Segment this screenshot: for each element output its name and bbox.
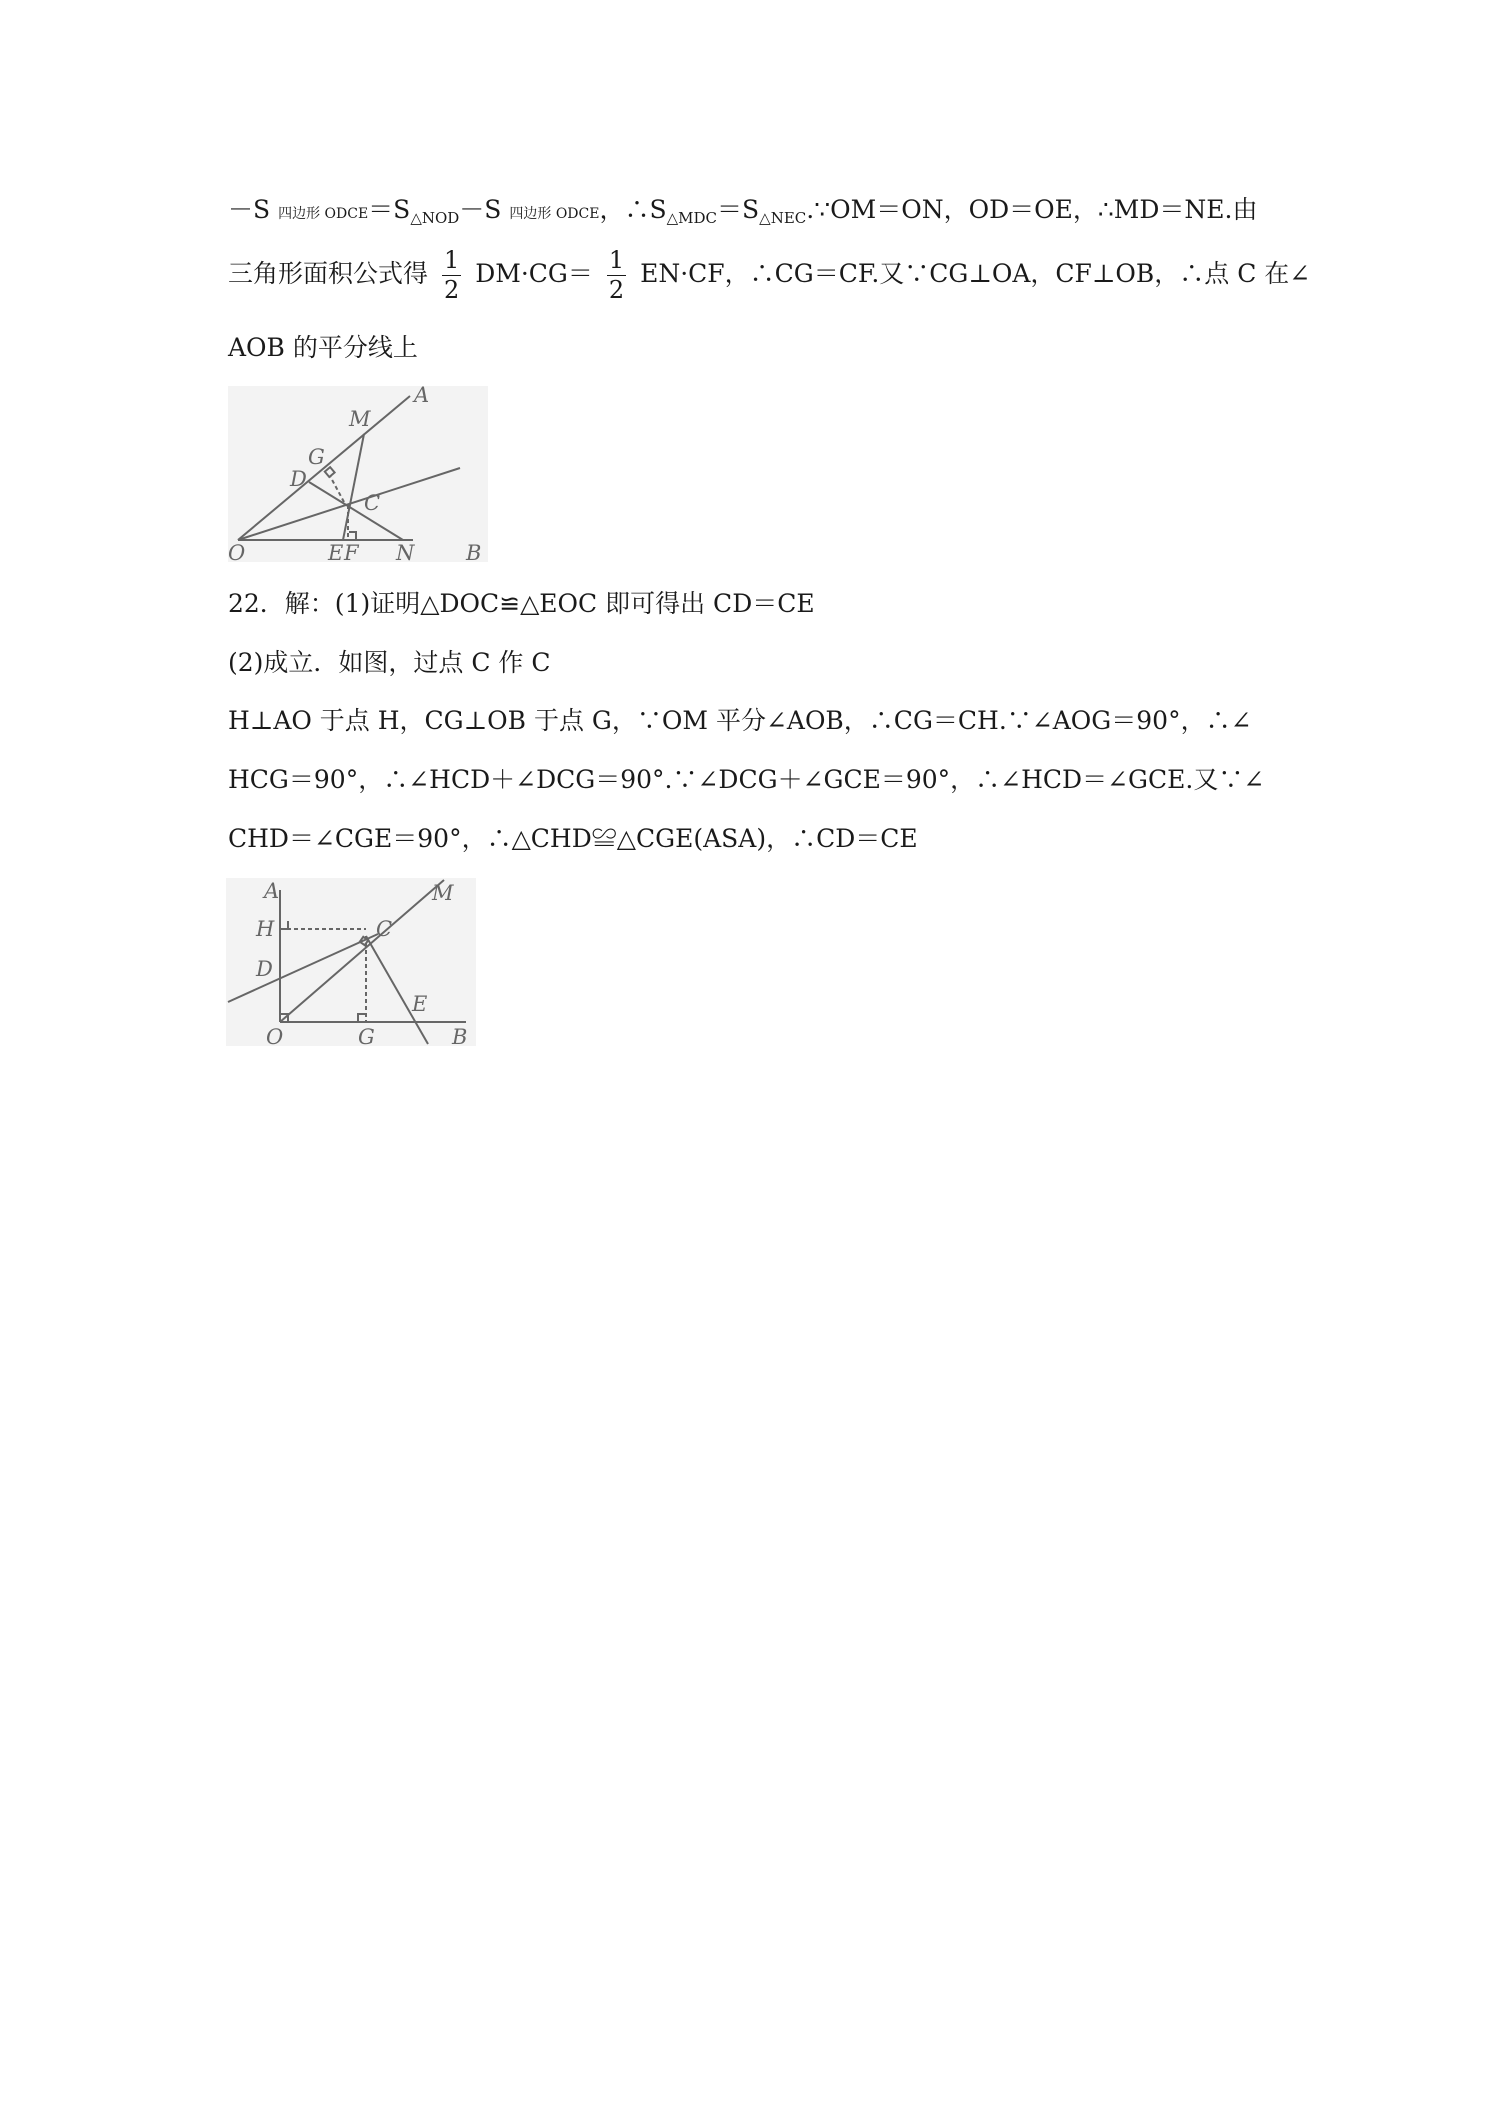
label-N: N <box>396 541 415 562</box>
label-F: F <box>344 541 359 562</box>
subscript: △NOD <box>410 209 460 227</box>
subscript: △MDC <box>666 209 718 227</box>
label-D: D <box>256 957 273 981</box>
label-B: B <box>452 1025 468 1046</box>
subscript: △NEC <box>759 209 807 227</box>
q22-line-5: CHD＝∠CGE＝90°，∴△CHD≌△CGE(ASA)，∴CD＝CE <box>228 824 918 853</box>
label-H: H <box>256 917 275 941</box>
geometry-figure-2 <box>226 878 476 1046</box>
geometry-figure-1 <box>228 386 488 562</box>
subscript: 四边形 ODCE <box>509 206 600 222</box>
label-G: G <box>358 1025 375 1046</box>
label-A: A <box>414 386 430 407</box>
fraction-one-half: $\frac{1}{2}$ <box>608 246 625 305</box>
label-E: E <box>412 992 428 1016</box>
label-M: M <box>349 407 371 431</box>
label-C: C <box>376 917 393 941</box>
q21-line-3: AOB 的平分线上 <box>228 333 418 362</box>
label-O: O <box>228 541 246 562</box>
label-B: B <box>466 541 482 562</box>
label-A: A <box>264 879 280 903</box>
q22-line-2: (2)成立．如图，过点 C 作 C <box>228 648 551 677</box>
q22-line-3: H⊥AO 于点 H，CG⊥OB 于点 G，∵OM 平分∠AOB，∴CG＝CH.∵∠AOG＝90°，∴∠ <box>228 706 1252 735</box>
label-C: C <box>364 491 381 515</box>
fraction-one-half: $\frac{1}{2}$ <box>443 246 460 305</box>
label-E: E <box>328 541 344 562</box>
q21-line-1: －S 四边形 $ODCE=S_{\triangle NOD}-S$ 四边形 ODCE，$\therefore S_{\triangle MDC}=S_{\triangle NEC}.\because OM=ON$，OD＝OE，∴MD＝NE.由 <box>228 195 1258 227</box>
q22-line-1: 22．解：(1)证明△DOC≌△EOC 即可得出 CD＝CE <box>228 589 815 618</box>
subscript: 四边形 ODCE <box>278 206 369 222</box>
q22-line-4: HCG＝90°，∴∠HCD＋∠DCG＝90°.∵∠DCG＋∠GCE＝90°，∴∠HCD＝∠GCE.又∵∠ <box>228 765 1265 794</box>
label-D: D <box>290 467 307 491</box>
label-M: M <box>432 881 454 905</box>
label-O: O <box>266 1025 284 1046</box>
q21-line-2: 三角形面积公式得 $\frac{1}{2}$ DM·CG＝ $\frac{1}{2}$ EN·CF，∴CG＝CF.又∵CG⊥OA，CF⊥OB，∴点 C 在∠ <box>228 246 1311 305</box>
label-G: G <box>308 445 325 469</box>
